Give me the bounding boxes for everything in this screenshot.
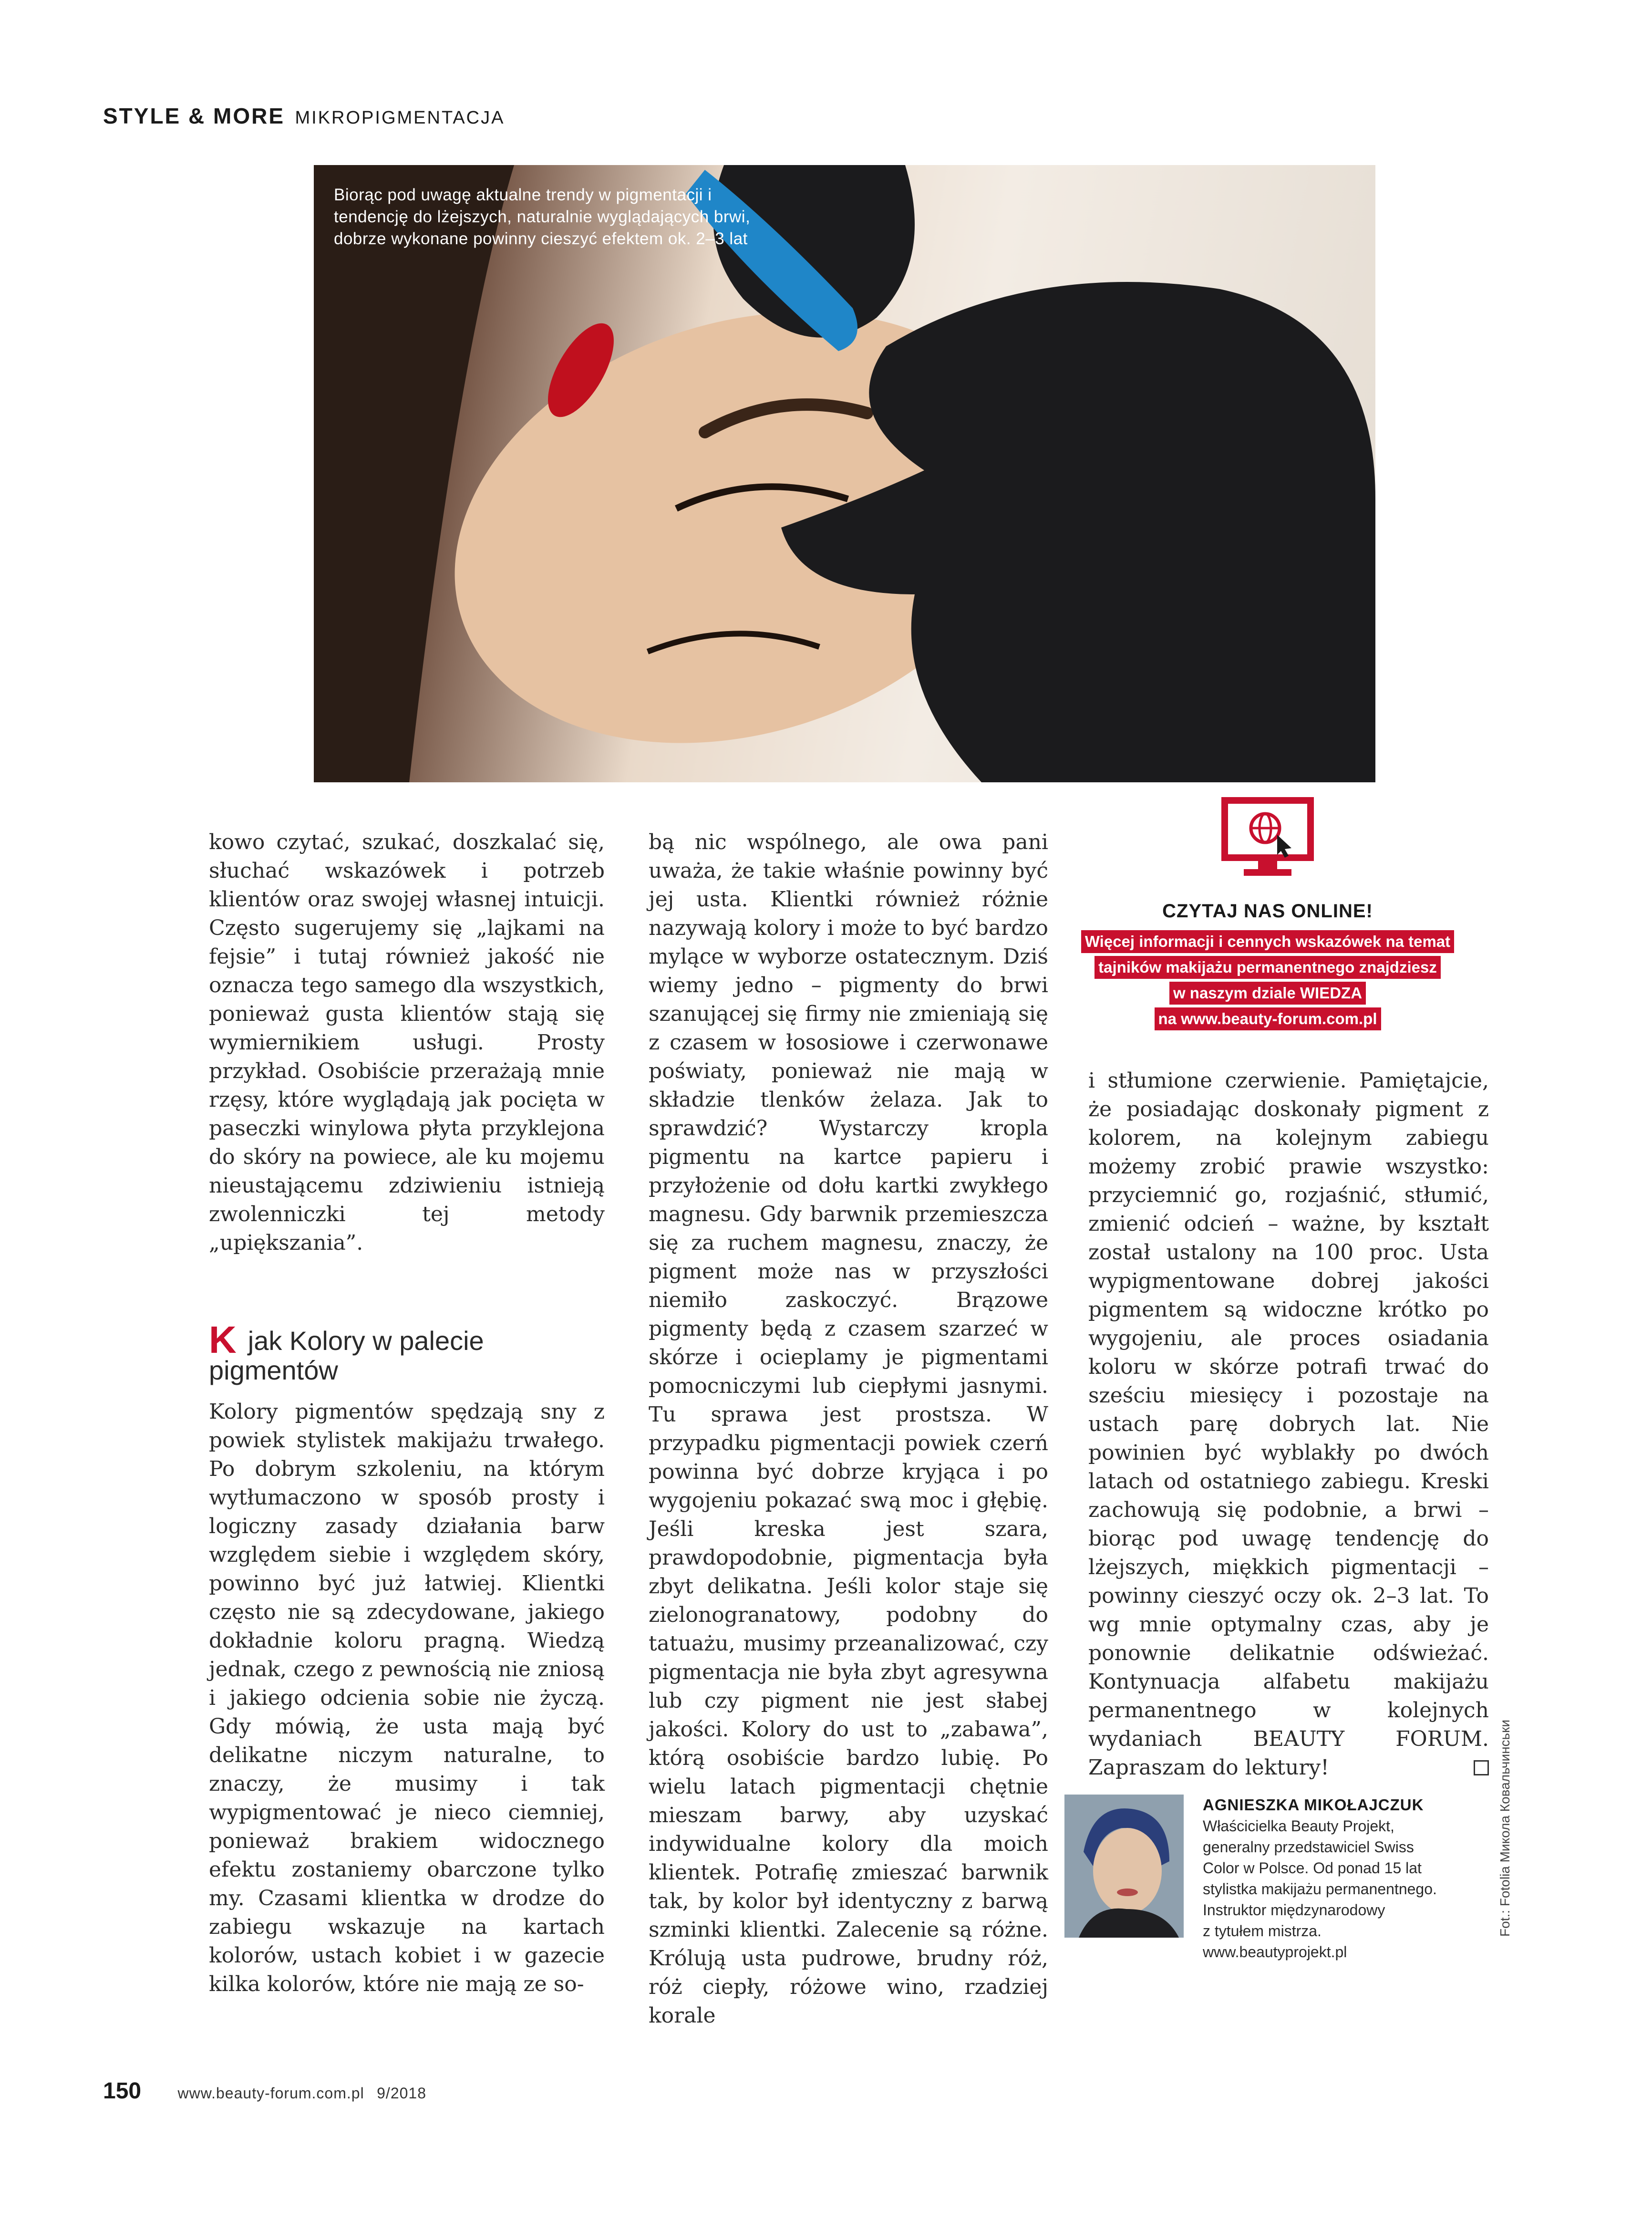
subheading-initial: K bbox=[209, 1318, 237, 1361]
read-online-line: tajników makijażu permanentnego znajdziesz bbox=[1094, 956, 1441, 979]
footer-website: www.beauty-forum.com.pl bbox=[177, 2085, 364, 2102]
author-name: AGNIESZKA MIKOŁAJCZUK bbox=[1203, 1796, 1424, 1814]
author-info bbox=[1203, 1795, 1498, 1962]
author-bio-line: stylistka makijażu permanentnego. bbox=[1203, 1880, 1437, 1898]
article-column-2 bbox=[649, 828, 1048, 2030]
read-online-text bbox=[1072, 929, 1463, 1032]
read-online-box bbox=[1072, 796, 1463, 1032]
read-online-link[interactable]: na www.beauty-forum.com.pl bbox=[1155, 1007, 1381, 1030]
monitor-globe-icon bbox=[1220, 796, 1315, 882]
author-bio-line: Instruktor międzynarodowy bbox=[1203, 1901, 1385, 1919]
author-box bbox=[1064, 1795, 1494, 1961]
paragraph bbox=[1088, 1067, 1489, 1782]
read-online-line: w naszym dziale WIEDZA bbox=[1169, 982, 1366, 1005]
article-column-1 bbox=[209, 828, 605, 1257]
author-bio-line: z tytułem mistrza. bbox=[1203, 1922, 1322, 1940]
section-subheading bbox=[209, 1318, 605, 1385]
photo-caption: Biorąc pod uwagę aktualne trendy w pigmentacji i tendencję do lżejszych, naturalnie wyglądających brwi, dobrze wykonane powinny cieszyć efektem ok. 2–3 lat bbox=[334, 186, 751, 248]
hero-photo bbox=[314, 165, 1375, 782]
author-bio-line: generalny przedstawiciel Swiss bbox=[1203, 1838, 1414, 1856]
paragraph: bą nic wspólnego, ale owa pani uważa, że takie właśnie powinny być jej usta. Klientki również różnie nazywają kolory i może to być bardzo mylące w wyborze ostatecznym. Dziś wiemy jedno – pigmenty do brwi szanującej się firmy nie zmieniają się z czasem w łososiowe i czerwonawe poświaty, ponieważ nie mają w składzie tlenków żelaza. Jak to sprawdzić? Wystarczy kropla pigmentu na kartce papieru i przyłożenie od dołu kartki zwykłego magnesu. Gdy barwnik przemieszcza się za ruchem magnesu, znaczy, że pigment może nas w przyszłości niemiło zaskoczyć. Brązowe pigmenty będą z czasem szarzeć w skórze i ocieplamy je pigmentami pomocniczymi lub ciepłymi jasnymi. Tu sprawa jest prostsza. W przypadku pigmentacji powiek czerń powinna być dobrze kryjąca i po wygojeniu pokazać swą moc i głębię. Jeśli kreska jest szara, prawdopodobnie, pigmentacja była zbyt delikatna. Jeśli kolor staje się zielonogranatowy, podobny do tatuażu, musimy przeanalizować, czy pigmentacja nie była zbyt agresywna lub czy pigment nie jest słabej jakości. Kolory do ust to „zabawa”, którą osobiście bardzo lubię. Po wielu latach pigmentacji chętnie mieszam barwy, aby uzyskać indywidualne kolory dla moich klientek. Potrafię zmieszać barwnik tak, by kolor był identyczny z barwą szminki klientki. Zalecenie są różne. Królują usta pudrowe, brudny róż, róż ciepły, różowe wino, rzadziej korale bbox=[649, 830, 1048, 2028]
author-photo bbox=[1064, 1795, 1184, 1938]
photo-illustration bbox=[314, 165, 1375, 782]
read-online-title: CZYTAJ NAS ONLINE! bbox=[1162, 901, 1373, 922]
subheading-text: jak Kolory w palecie pigmentów bbox=[209, 1326, 484, 1385]
article-column-3 bbox=[1088, 1067, 1489, 1782]
page-number: 150 bbox=[103, 2078, 142, 2104]
section-title: STYLE & MORE bbox=[103, 104, 285, 128]
section-topic: MIKROPIGMENTACJA bbox=[295, 108, 505, 128]
page-footer bbox=[103, 2078, 426, 2104]
paragraph: Kolory pigmentów spędzają sny z powiek stylistek makijażu trwałego. Po dobrym szkoleniu, na którym wytłumaczono w sposób prosty i logiczny zasady działania barw względem siebie i względem skóry, powinno być już łatwiej. Klientki często nie są zdecydowane, jakiego dokładnie koloru pragną. Wiedzą jednak, czego z pewnością nie zniosą i jakiego odcienia sobie nie życzą. Gdy mówią, że usta mają być delikatne niczym naturalne, to znaczy, że musimy i tak wypigmentować je nieco ciemniej, ponieważ brakiem widocznego efektu zostaniemy obarczone tylko my. Czasami klientka w drodze do zabiegu wskazuje na kartach kolorów, ustach kobiet i w gazecie kilka kolorów, które nie mają ze so- bbox=[209, 1400, 605, 1996]
paragraph-text: i stłumione czerwienie. Pamiętajcie, że posiadając doskonały pigment z kolorem, na kolejnym zabiegu możemy zrobić prawie wszystko: przyciemnić go, rozjaśnić, stłumić, zmienić odcień – ważne, by kształt został ustalony na 100 proc. Usta wypigmentowane dobrej jakości pigmentem są widoczne krótko po wygojeniu, ale proces osiadania koloru w skórze potrafi trwać do sześciu miesięcy i pozostaje na ustach parę dobrych lat. Nie powinien być wyblakły po dwóch latach od ostatniego zabiegu. Kreski zachowują się podobnie, a brwi – biorąc pod uwagę tendencję do lżejszych, miękkich pigmentacji – powinny cieszyć oczy ok. 2–3 lat. To wg mnie optymalny czas, aby je ponownie delikatnie odświeżać. Kontynuacja alfabetu makijażu permanentnego w kolejnych wydaniach BEAUTY FORUM. Zapraszam do lektury! bbox=[1088, 1069, 1489, 1780]
end-mark-icon bbox=[1474, 1760, 1489, 1775]
article-column-1-continued bbox=[209, 1398, 605, 1999]
author-bio-line: Właścicielka Beauty Projekt, bbox=[1203, 1817, 1394, 1835]
author-website-link[interactable]: www.beautyprojekt.pl bbox=[1203, 1943, 1347, 1961]
avatar bbox=[1064, 1795, 1184, 1938]
photo-credit: Fot.: Fotolia Микола Ковальчинськи bbox=[1497, 1719, 1512, 1937]
read-online-line: Więcej informacji i cennych wskazówek na temat bbox=[1081, 930, 1454, 953]
author-bio-line: Color w Polsce. Od ponad 15 lat bbox=[1203, 1859, 1422, 1877]
running-header bbox=[103, 103, 505, 129]
issue-number: 9/2018 bbox=[377, 2085, 426, 2102]
paragraph: kowo czytać, szukać, doszkalać się, słuchać wskazówek i potrzeb klientów oraz swojej własnej intuicji. Często sugerujemy się „lajkami na fejsie” i tutaj również jakość nie oznacza tego samego dla wszystkich, ponieważ gusta klientów stają się wymiernikiem usługi. Prosty przykład. Osobiście przerażają mnie rzęsy, które wyglądają jak pocięta w paseczki winylowa płyta przyklejona do skóry na powiece, ale ku mojemu nieustającemu zdziwieniu istnieją zwolenniczki tej metody „upiększania”. bbox=[209, 830, 605, 1255]
